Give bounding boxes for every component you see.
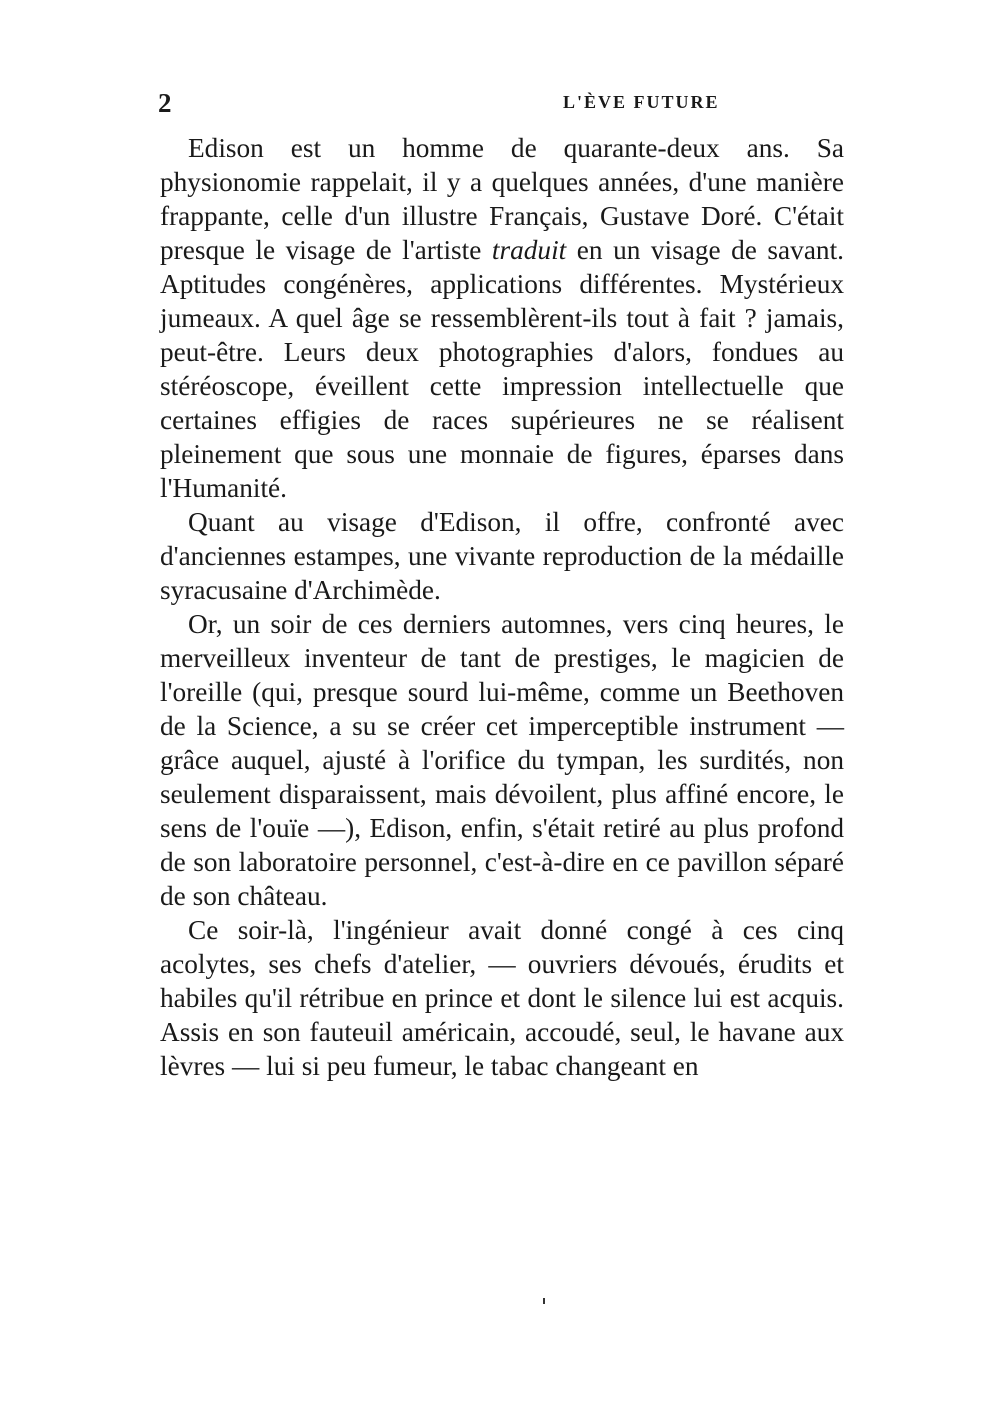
paragraph-2: Quant au visage d'Edison, il offre, confronté avec d'anciennes estampes, une vivante reproduction de la médaille syracusaine d'Archimède. — [160, 507, 844, 605]
page-number: 2 — [158, 88, 172, 118]
paragraph-3: Or, un soir de ces derniers automnes, vers cinq heures, le merveilleux inventeur de tant de prestiges, le magicien de l'oreille (qui, presque sourd lui-même, comme un Beethoven de la Science, a su se créer cet imperceptible instrument — grâce auquel, ajusté à l'orifice du tympan, les surdités, non seulement disparaissent, mais dévoilent, plus affiné encore, le sens de l'ouïe —), Edison, enfin, s'était retiré au plus profond de son laboratoire personnel, c'est-à-dire en ce pavillon séparé de son château. — [160, 609, 844, 911]
italic-word: traduit — [491, 235, 567, 265]
print-speck — [543, 1298, 545, 1304]
book-title: L'ÈVE FUTURE — [563, 92, 720, 112]
body-text — [160, 131, 844, 1083]
paragraph-4: Ce soir-là, l'ingénieur avait donné congé à ces cinq acolytes, ses chefs d'atelier, — ouvriers dévoués, érudits et habiles qu'il rétribue en prince et dont le silence lui est acquis. Assis en son fauteuil américain, accoudé, seul, le havane aux lèvres — lui si peu fumeur, le tabac changeant en — [160, 915, 844, 1081]
paragraph-1-text-a: Edison est un homme de quarante-deux ans. Sa physionomie rappelait, il y a quelques années, d'une manière frappante, celle d'un illustre Français, Gustave Doré. C'était presque le visage de l'artiste — [160, 133, 844, 265]
paragraph-1 — [160, 131, 844, 505]
running-head — [158, 88, 848, 118]
paragraph-1-text-b: en un visage de savant. Aptitudes congénères, applications différentes. Mystérieux jumeaux. A quel âge se ressemblèrent-ils tout à fait ? jamais, peut-être. Leurs deux photographies d'alors, fondues au stéréoscope, éveillent cette impression intellectuelle que certaines effigies de races supérieures ne se réalisent pleinement que sous une monnaie de figures, éparses dans l'Humanité. — [160, 235, 844, 503]
